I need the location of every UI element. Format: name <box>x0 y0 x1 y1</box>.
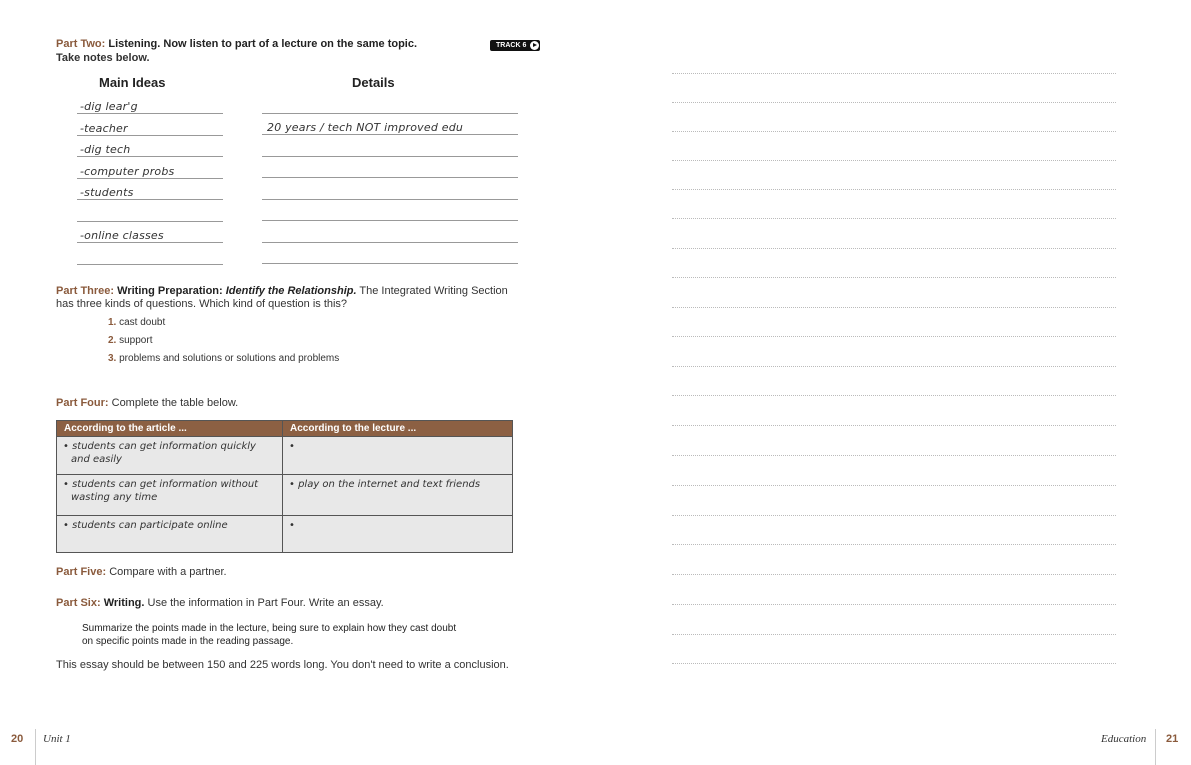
main-idea-line <box>77 178 223 179</box>
footer-divider <box>35 729 36 765</box>
main-idea-line <box>77 242 223 243</box>
writing-line[interactable] <box>672 455 1116 456</box>
article-cell <box>57 475 283 516</box>
essay-prompt-line2: on specific points made in the reading passage. <box>82 636 294 647</box>
track-label: TRACK 6 <box>496 42 527 49</box>
part-two-label: Part Two: <box>56 38 106 50</box>
writing-line[interactable] <box>672 604 1116 605</box>
part-four-instruction: Complete the table below. <box>111 397 239 409</box>
detail-line <box>262 134 518 135</box>
table-row <box>57 475 513 516</box>
writing-line[interactable] <box>672 425 1116 426</box>
writing-line[interactable] <box>672 160 1116 161</box>
writing-line[interactable] <box>672 574 1116 575</box>
main-idea-3: -dig tech <box>80 143 131 156</box>
article-point: • students can get information without <box>63 479 259 490</box>
essay-prompt-line1: Summarize the points made in the lecture, being sure to explain how they cast doubt <box>82 623 457 634</box>
part-two-title: Listening. <box>108 38 161 50</box>
main-idea-1: -dig lear'g <box>80 100 138 113</box>
article-point-cont: and easily <box>71 454 122 465</box>
table-header-row <box>57 421 513 437</box>
detail-line <box>262 177 518 178</box>
option-number: 3. <box>108 353 117 364</box>
main-ideas-header: Main Ideas <box>99 75 166 90</box>
option-text: cast doubt <box>119 317 166 328</box>
part-three-title: Writing Preparation: <box>117 285 223 297</box>
part-five-label: Part Five: <box>56 566 107 578</box>
detail-line <box>262 156 518 157</box>
part-six-heading <box>56 597 384 610</box>
part-five-heading <box>56 566 227 579</box>
article-cell <box>57 437 283 475</box>
lecture-cell: • <box>283 516 513 553</box>
writing-line[interactable] <box>672 336 1116 337</box>
article-point: • students can participate online <box>63 520 228 531</box>
article-column-header: According to the article ... <box>57 421 283 437</box>
part-four-heading <box>56 397 238 410</box>
writing-line[interactable] <box>672 131 1116 132</box>
play-icon <box>530 41 539 50</box>
part-three-label: Part Three: <box>56 285 115 297</box>
detail-line <box>262 199 518 200</box>
writing-line[interactable] <box>672 366 1116 367</box>
table-row <box>57 437 513 475</box>
option-2 <box>108 334 152 347</box>
detail-line <box>262 113 518 114</box>
option-1 <box>108 316 165 329</box>
writing-line[interactable] <box>672 218 1116 219</box>
writing-line[interactable] <box>672 73 1116 74</box>
article-cell <box>57 516 283 553</box>
option-3 <box>108 352 339 365</box>
detail-line <box>262 220 518 221</box>
writing-line[interactable] <box>672 277 1116 278</box>
lecture-cell: • play on the internet and text friends <box>283 475 513 516</box>
part-three-subtitle: Identify the Relationship. <box>225 285 357 297</box>
main-idea-line <box>77 221 223 222</box>
table-row <box>57 516 513 553</box>
part-four-label: Part Four: <box>56 397 109 409</box>
track-6-audio-button[interactable] <box>490 40 540 51</box>
main-idea-line <box>77 156 223 157</box>
detail-line <box>262 263 518 264</box>
writing-line[interactable] <box>672 515 1116 516</box>
unit-label: Unit 1 <box>43 733 71 745</box>
main-idea-5: -students <box>80 186 134 199</box>
writing-line[interactable] <box>672 663 1116 664</box>
option-text: support <box>119 335 153 346</box>
writing-line[interactable] <box>672 189 1116 190</box>
part-six-label: Part Six: <box>56 597 101 609</box>
option-text: problems and solutions or solutions and problems <box>119 353 340 364</box>
writing-line[interactable] <box>672 634 1116 635</box>
writing-line[interactable] <box>672 395 1116 396</box>
main-idea-line <box>77 264 223 265</box>
detail-2: 20 years / tech NOT improved edu <box>267 121 464 134</box>
right-page-number: 21 <box>1166 733 1179 745</box>
article-point: • students can get information quickly <box>63 441 256 452</box>
writing-line[interactable] <box>672 544 1116 545</box>
detail-line <box>262 242 518 243</box>
option-number: 2. <box>108 335 117 346</box>
writing-line[interactable] <box>672 248 1116 249</box>
part-five-instruction: Compare with a partner. <box>109 566 227 578</box>
main-idea-7: -online classes <box>80 229 164 242</box>
essay-length-note: This essay should be between 150 and 225 words long. You don't need to write a conclusion. <box>56 659 509 671</box>
comparison-table <box>56 420 513 553</box>
footer-divider <box>1155 729 1156 765</box>
writing-line[interactable] <box>672 307 1116 308</box>
part-two-instruction: Now listen to part of a lecture on the same topic. <box>163 38 418 50</box>
part-three-instruction: The Integrated Writing Section <box>359 285 508 297</box>
details-header: Details <box>352 75 395 90</box>
part-three-heading <box>56 285 508 298</box>
lecture-column-header: According to the lecture ... <box>283 421 513 437</box>
lecture-cell: • <box>283 437 513 475</box>
part-six-title: Writing. <box>103 597 145 609</box>
writing-line[interactable] <box>672 485 1116 486</box>
article-point-cont: wasting any time <box>71 492 158 503</box>
main-idea-line <box>77 135 223 136</box>
option-number: 1. <box>108 317 117 328</box>
main-idea-line <box>77 113 223 114</box>
part-three-instruction-line2: has three kinds of questions. Which kind of question is this? <box>56 298 348 310</box>
part-two-heading <box>56 38 417 51</box>
main-idea-4: -computer probs <box>80 165 175 178</box>
writing-line[interactable] <box>672 102 1116 103</box>
part-two-instruction-line2: Take notes below. <box>56 52 150 64</box>
main-idea-2: -teacher <box>80 122 128 135</box>
chapter-title: Education <box>1101 733 1147 745</box>
left-page-number: 20 <box>11 733 24 745</box>
part-six-instruction: Use the information in Part Four. Write an essay. <box>147 597 384 609</box>
main-idea-line <box>77 199 223 200</box>
